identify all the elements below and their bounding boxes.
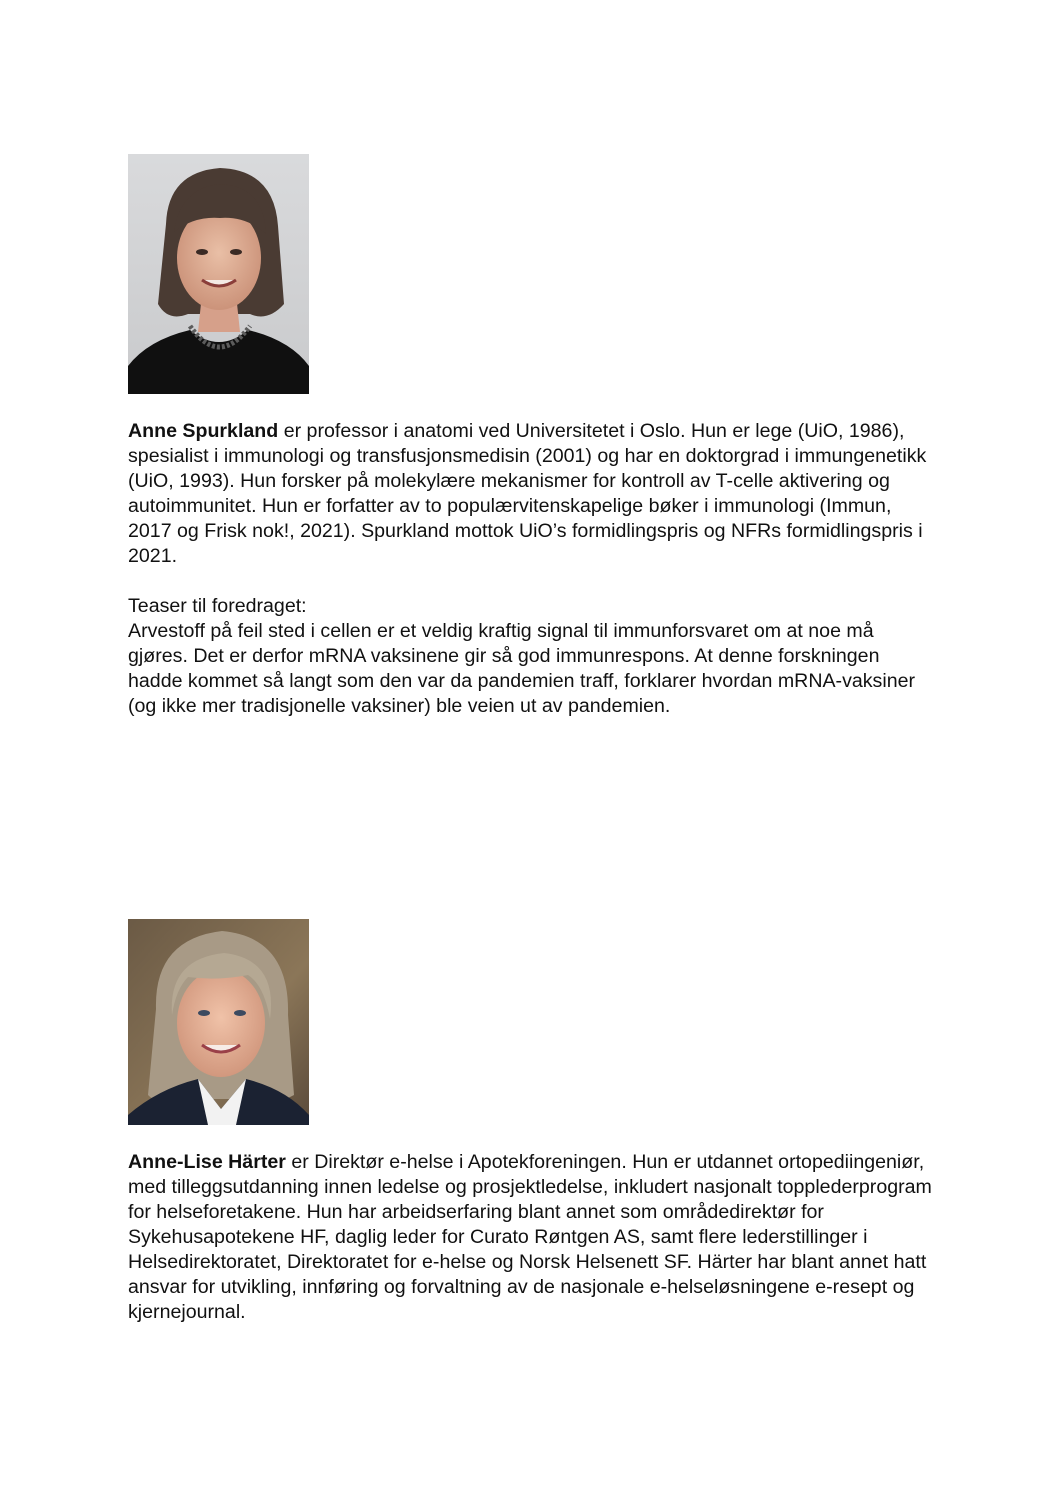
speaker-bio-text-1: er professor i anatomi ved Universitetet i Oslo. Hun er lege (UiO, 1986), spesialist i immunologi og transfusjonsmedisin (2001) og har en doktorgrad i immungenetikk (UiO, 1993). Hun forsker på molekylære mekanismer for kontroll av T-celle aktivering og autoimmunitet. Hun er forfatter av to populærvitenskapelige bøker i immunologi (Immun, 2017 og Frisk nok!, 2021). Spurkland mottok UiO’s formidlingspris og NFRs formidlingspris i 2021.: [128, 420, 927, 567]
talk-teaser: [128, 594, 938, 719]
speaker-bio-2: [128, 1150, 938, 1325]
portrait-image-1: [128, 154, 309, 394]
portrait-image-2: [128, 919, 309, 1125]
teaser-text: Arvestoff på feil sted i cellen er et veldig kraftig signal til immunforsvaret om at noe må gjøres. Det er derfor mRNA vaksinene gir så god immunrespons. At denne forskningen hadde kommet så langt som den var da pandemien traff, forklarer hvordan mRNA-vaksiner (og ikke mer tradisjonelle vaksiner) ble veien ut av pandemien.: [128, 620, 916, 717]
speaker-bio-1: [128, 419, 938, 569]
portrait-photo-1: [128, 154, 309, 394]
speaker-name-1: Anne Spurkland: [128, 420, 279, 442]
portrait-photo-2: [128, 919, 309, 1125]
teaser-label: Teaser til foredraget:: [128, 595, 307, 617]
speaker-name-2: Anne-Lise Härter: [128, 1151, 286, 1173]
speaker-bio-text-2: er Direktør e-helse i Apotekforeningen. Hun er utdannet ortopediingeniør, med tilleggsutdanning innen ledelse og prosjektledelse, inkludert nasjonalt topplederprogram for helseforetakene. Hun har arbeidserfaring blant annet som områdedirektør for Sykehusapotekene HF, daglig leder for Curato Røntgen AS, samt flere lederstillinger i Helsedirektoratet, Direktoratet for e-helse og Norsk Helsenett SF. Härter har blant annet hatt ansvar for utvikling, innføring og forvaltning av de nasjonale e-helseløsningene e-resept og kjernejournal.: [128, 1151, 932, 1323]
